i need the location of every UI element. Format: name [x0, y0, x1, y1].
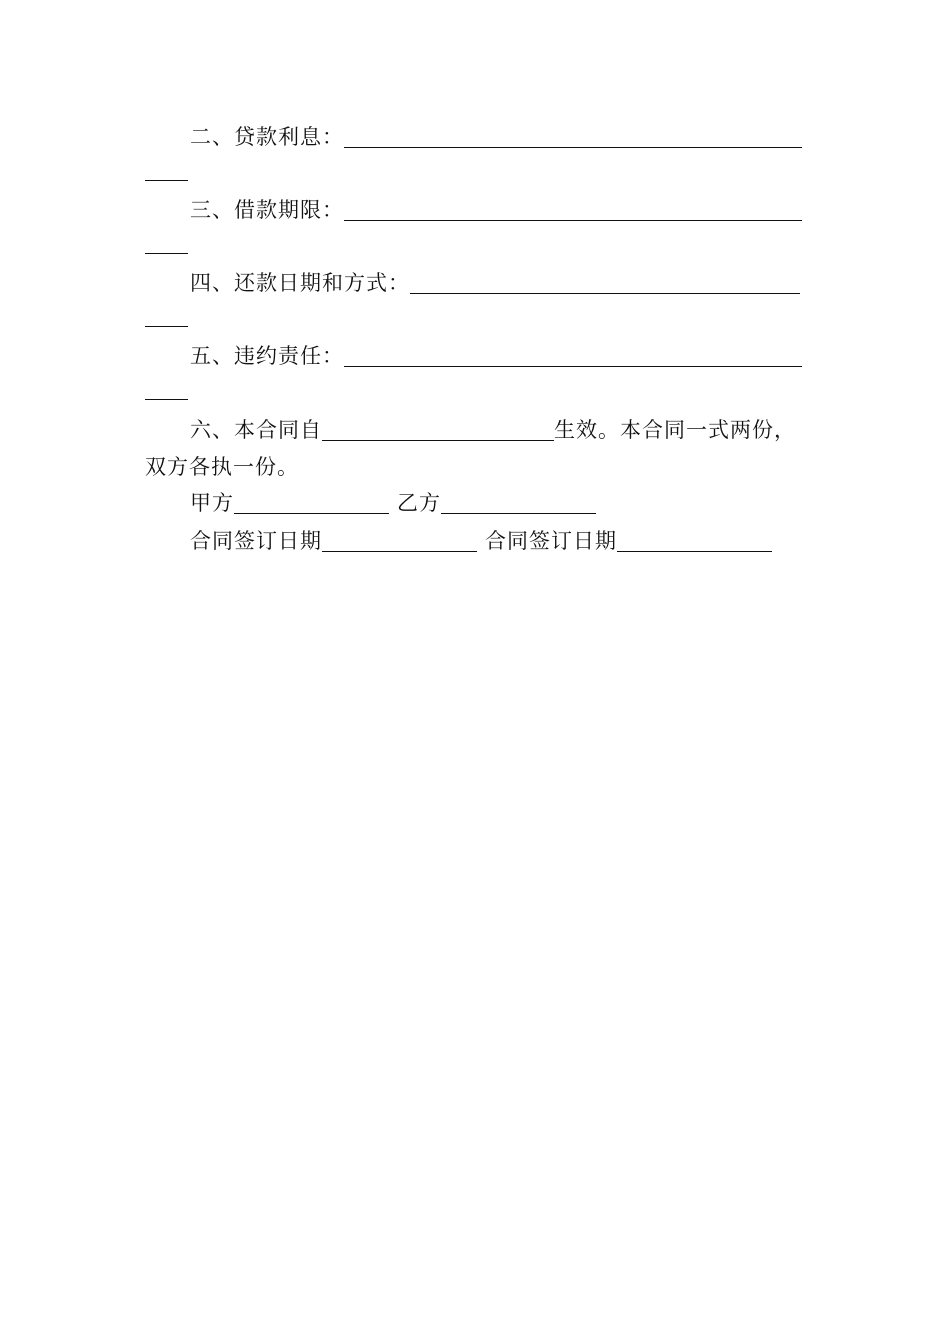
clause-interest: [190, 123, 802, 149]
clause-effect: [190, 416, 796, 442]
clause-effect-label-end: 生效。本合同一式两份，: [554, 418, 796, 442]
party-a-label: 甲方: [190, 491, 234, 515]
clause-term-blank[interactable]: [344, 200, 802, 221]
sign-date-label-b: 合同签订日期: [485, 529, 617, 553]
signature-parties: [190, 489, 596, 515]
clause-effect-continuation: [145, 453, 299, 479]
clause-interest-blank[interactable]: [344, 127, 802, 148]
clause-interest-label: 二、贷款利息：: [190, 125, 344, 149]
clause-term-label: 三、借款期限：: [190, 198, 344, 222]
sign-date-blank-a[interactable]: [322, 531, 477, 552]
clause-term-blank-continued[interactable]: [145, 251, 188, 254]
sign-date-label-a: 合同签订日期: [190, 529, 322, 553]
clause-liability-blank[interactable]: [344, 346, 802, 367]
clause-effect-blank[interactable]: [322, 420, 554, 441]
clause-repayment-blank-continued[interactable]: [145, 324, 188, 327]
clause-liability-label: 五、违约责任：: [190, 344, 344, 368]
clause-interest-blank-continued[interactable]: [145, 178, 188, 181]
clause-liability: [190, 342, 802, 368]
clause-repayment: [190, 269, 800, 295]
clause-repayment-blank[interactable]: [410, 273, 800, 294]
sign-date-blank-b[interactable]: [617, 531, 772, 552]
clause-term: [190, 196, 802, 222]
signature-dates: [190, 527, 772, 553]
party-b-label: 乙方: [397, 491, 441, 515]
clause-effect-label-start: 六、本合同自: [190, 418, 322, 442]
party-a-blank[interactable]: [234, 493, 389, 514]
party-b-blank[interactable]: [441, 493, 596, 514]
clause-liability-blank-continued[interactable]: [145, 397, 188, 400]
clause-repayment-label: 四、还款日期和方式：: [190, 271, 410, 295]
clause-effect-continuation-text: 双方各执一份。: [145, 455, 299, 479]
